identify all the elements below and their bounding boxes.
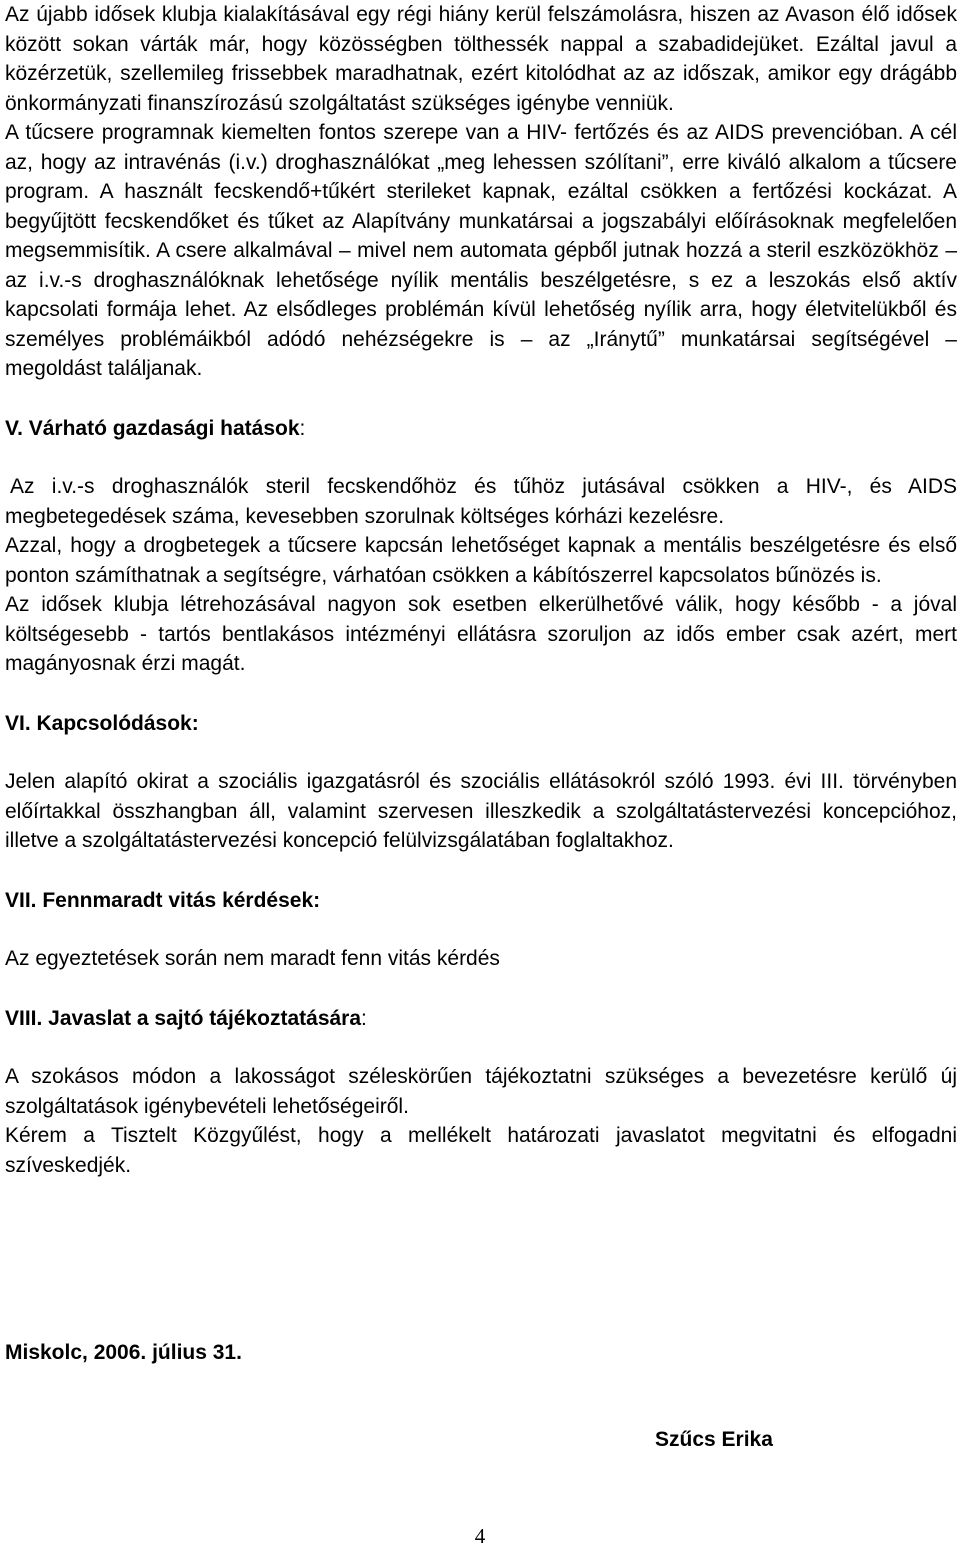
section-viii-heading (5, 1004, 957, 1034)
section-v-heading (5, 414, 957, 444)
section-vii-paragraph: Az egyeztetések során nem maradt fenn vitás kérdés (5, 947, 500, 970)
section-v-heading-colon: : (299, 416, 306, 440)
section-viii-paragraph-press: A szokásos módon a lakosságot széleskörűen tájékoztatni szükséges a bevezetésre kerülő új szolgáltatások igénybevételi lehetőségeiről. (5, 1065, 957, 1118)
section-v-paragraph-drug: Azzal, hogy a drogbetegek a tűcsere kapcsán lehetőséget kapnak a mentális beszélgetésre és első ponton számíthatnak a segítségre, várhatóan csökken a kábítószerrel kapcsolatos bűnözés is. (5, 534, 957, 587)
section-vi-heading: VI. Kapcsolódások: (5, 711, 199, 735)
document-page (5, 0, 957, 1451)
place-and-date: Miskolc, 2006. július 31. (5, 1341, 242, 1364)
section-v-paragraph-elderly: Az idősek klubja létrehozásával nagyon sok esetben elkerülhetővé válik, hogy később - a jóval költségesebb - tartós bentlakásos intézményi ellátásra szoruljon az idős ember csak azért, mert magányosnak érzi magát. (5, 593, 957, 675)
section-v-paragraph-hiv: Az i.v.-s droghasználók steril fecskendőhöz és tűhöz jutásával csökken a HIV-, és AIDS megbetegedések száma, kevesebben szorulnak költséges kórházi kezelésre. (5, 475, 957, 528)
section-viii-heading-colon: : (361, 1006, 367, 1030)
intro-paragraph-elderly-club: Az újabb idősek klubja kialakításával egy régi hiány kerül felszámolásra, hiszen az Avason élő idősek között sokan várták már, hogy közösségben tölthessék nappal a szabadidejüket. Ezáltal javul a közérzetük, szellemileg frissebbek maradhatnak, ezért kitolódhat az az időszak, amikor egy drágább önkormányzati finanszírozású szolgáltatást szükséges igénybe venniük. (5, 3, 957, 115)
intro-paragraph-needle-exchange: A tűcsere programnak kiemelten fontos szerepe van a HIV- fertőzés és az AIDS prevencióban. A cél az, hogy az intravénás (i.v.) droghasználókat „meg lehessen szólítani”, erre kiváló alkalom a tűcsere program. A használt fecskendő+tűkért sterileket kapnak, ezáltal csökken a fertőzési kockázat. A begyűjtött fecskendőket és tűket az Alapítvány munkatársai a jogszabályi előírásoknak megfelelően megsemmisítik. A csere alkalmával – mivel nem automata gépből jutnak hozzá a steril eszközökhöz – az i.v.-s droghasználóknak lehetősége nyílik mentális beszélgetésre, s ez a leszokás első aktív kapcsolati formája lehet. Az elsődleges problémán kívül lehetőség nyílik arra, hogy életvitelükből és személyes problémáikból adódó nehézségekre is – az „Iránytű” munkatársai segítségével – megoldást találjanak. (5, 121, 957, 380)
page-number: 4 (474, 1524, 486, 1548)
section-v-heading-text: V. Várható gazdasági hatások (5, 416, 300, 440)
section-vi-paragraph: Jelen alapító okirat a szociális igazgatásról és szociális ellátásokról szóló 1993. évi III. törvényben előírtakkal összhangban áll, valamint szervesen illeszkedik a szolgáltatástervezési koncepcióhoz, illetve a szolgáltatástervezési koncepció felülvizsgálatában foglaltakhoz. (5, 770, 957, 852)
signature-name: Szűcs Erika (655, 1428, 773, 1451)
section-viii-paragraph-request: Kérem a Tisztelt Közgyűlést, hogy a mellékelt határozati javaslatot megvitatni és elfogadni szíveskedjék. (5, 1124, 957, 1177)
section-viii-heading-text: VIII. Javaslat a sajtó tájékoztatására (5, 1006, 362, 1030)
section-vii-heading: VII. Fennmaradt vitás kérdések: (5, 888, 321, 912)
